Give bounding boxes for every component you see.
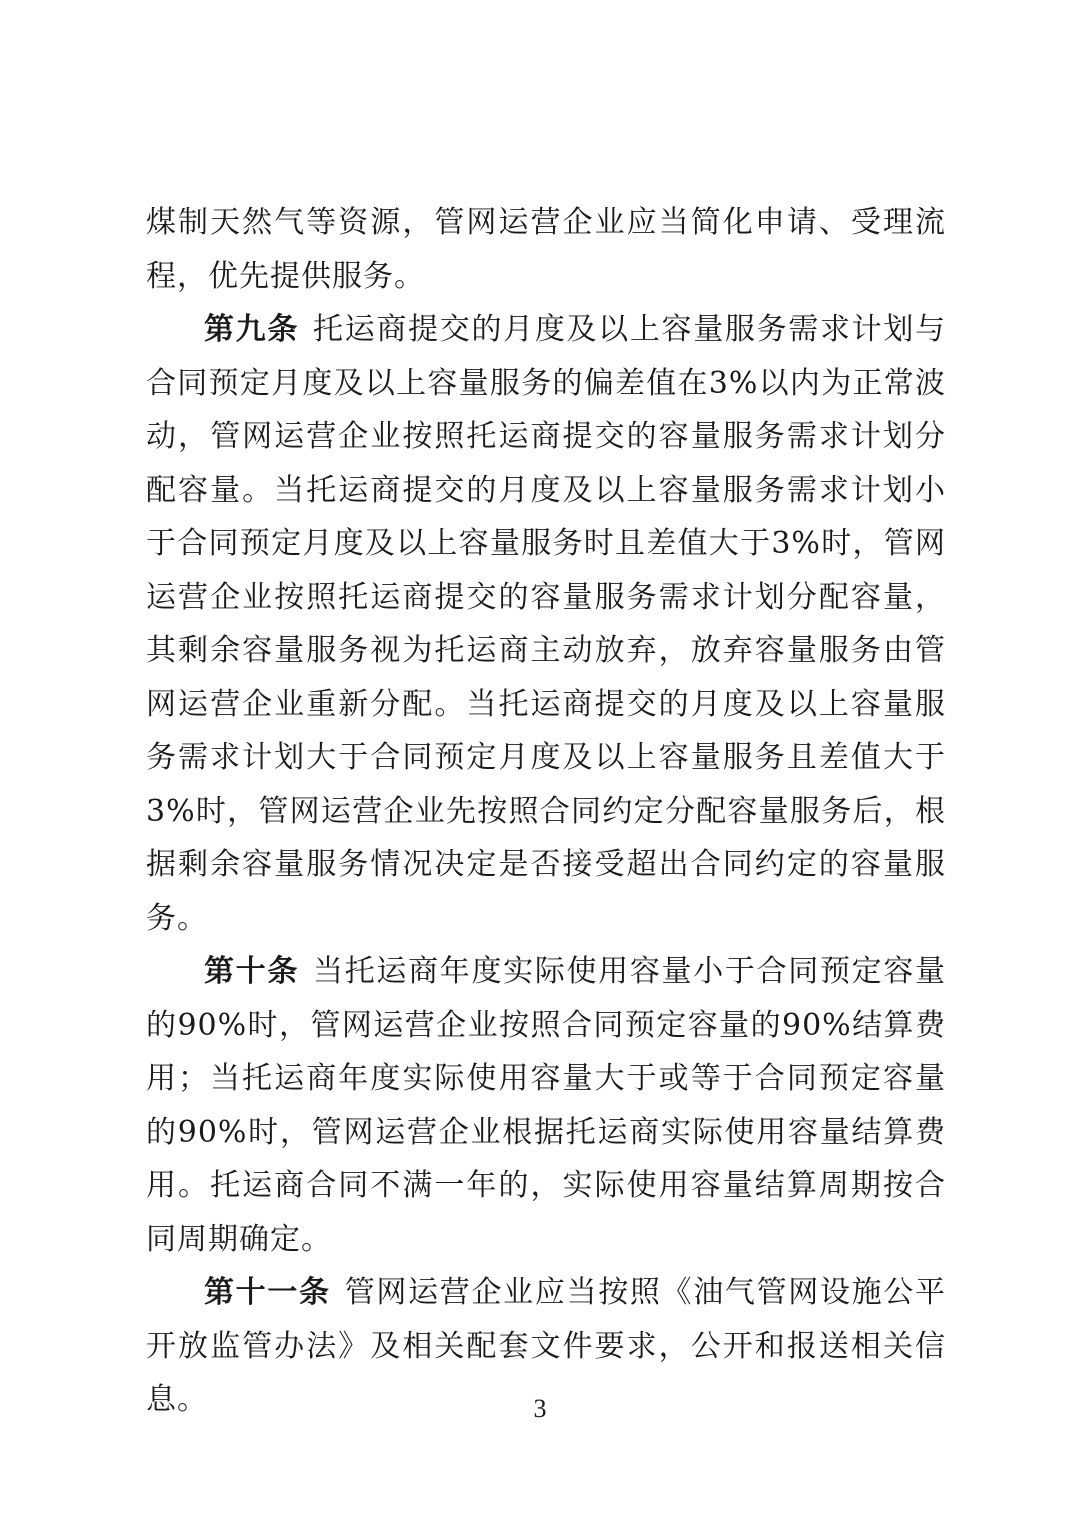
article-heading: 第十条 xyxy=(204,954,300,989)
document-body xyxy=(146,196,946,1427)
page-number: 3 xyxy=(533,1394,547,1423)
article-10 xyxy=(146,945,946,1266)
article-heading: 第十一条 xyxy=(204,1275,331,1310)
paragraph-continuation xyxy=(146,196,946,303)
paragraph-text: 煤制天然气等资源，管网运营企业应当简化申请、受理流程，优先提供服务。 xyxy=(146,205,946,294)
article-text: 托运商提交的月度及以上容量服务需求计划与合同预定月度及以上容量服务的偏差值在3%以内为正常波动，管网运营企业按照托运商提交的容量服务需求计划分配容量。当托运商提交的月度及以上容量服务需求计划小于合同预定月度及以上容量服务时且差值大于3%时，管网运营企业按照托运商提交的容量服务需求计划分配容量，其剩余容量服务视为托运商主动放弃，放弃容量服务由管网运营企业重新分配。当托运商提交的月度及以上容量服务需求计划大于合同预定月度及以上容量服务且差值大于3%时，管网运营企业先按照合同约定分配容量服务后，根据剩余容量服务情况决定是否接受超出合同约定的容量服务。 xyxy=(146,312,947,936)
article-heading: 第九条 xyxy=(204,312,300,347)
article-9 xyxy=(146,303,946,945)
article-text: 管网运营企业应当按照《油气管网设施公平开放监管办法》及相关配套文件要求，公开和报送相关信息。 xyxy=(146,1275,947,1417)
article-text: 当托运商年度实际使用容量小于合同预定容量的90%时，管网运营企业按照合同预定容量的90%结算费用；当托运商年度实际使用容量大于或等于合同预定容量的90%时，管网运营企业根据托运商实际使用容量结算费用。托运商合同不满一年的，实际使用容量结算周期按合同周期确定。 xyxy=(146,954,947,1257)
